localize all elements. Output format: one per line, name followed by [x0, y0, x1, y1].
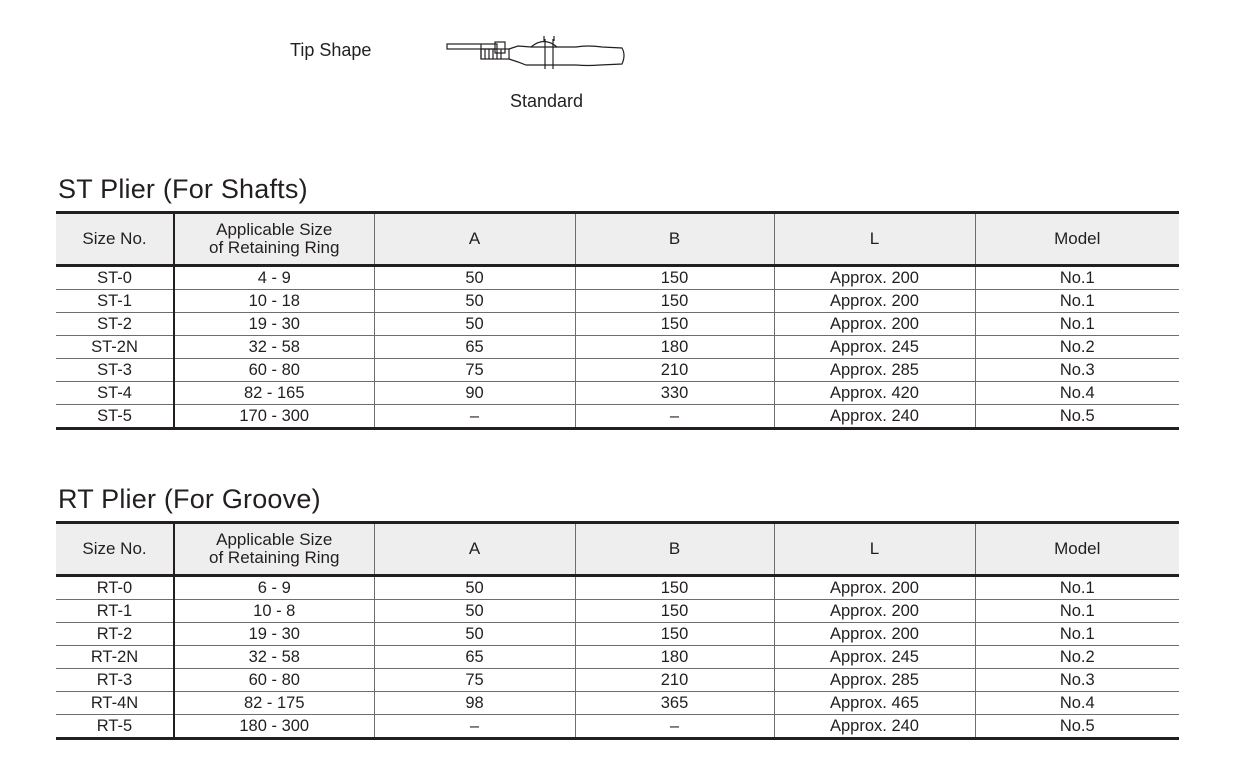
l-cell: Approx. 245 — [774, 646, 975, 669]
b-cell: 180 — [575, 646, 774, 669]
st-plier-title: ST Plier (For Shafts) — [58, 174, 308, 204]
b-cell: – — [575, 405, 774, 429]
l-cell: Approx. 240 — [774, 405, 975, 429]
model-cell: No.1 — [975, 266, 1179, 290]
applicable-size-cell: 6 - 9 — [174, 576, 374, 600]
tip-shape-caption: Standard — [510, 91, 584, 111]
rt-plier-table — [56, 521, 1179, 740]
applicable-size-cell: 82 - 165 — [174, 382, 374, 405]
model-cell: No.5 — [975, 715, 1179, 739]
applicable-size-cell: 180 - 300 — [174, 715, 374, 739]
applicable-size-cell: 170 - 300 — [174, 405, 374, 429]
model-cell: No.4 — [975, 382, 1179, 405]
model-cell: No.1 — [975, 576, 1179, 600]
l-cell: Approx. 285 — [774, 359, 975, 382]
table-row — [56, 313, 1179, 336]
model-cell: No.1 — [975, 623, 1179, 646]
model-cell: No.1 — [975, 600, 1179, 623]
table-row — [56, 336, 1179, 359]
header-model: Model — [975, 213, 1179, 266]
table-row — [56, 359, 1179, 382]
header-applicable-line1: Applicable Size — [216, 220, 333, 239]
header-applicable-line2: of Retaining Ring — [209, 238, 340, 257]
applicable-size-cell: 4 - 9 — [174, 266, 374, 290]
l-cell: Approx. 200 — [774, 266, 975, 290]
header-applicable-line1: Applicable Size — [216, 530, 333, 549]
header-applicable-line2: of Retaining Ring — [209, 548, 340, 567]
model-cell: No.5 — [975, 405, 1179, 429]
header-b: B — [575, 523, 774, 576]
header-model: Model — [975, 523, 1179, 576]
header-a: A — [374, 523, 575, 576]
a-cell: 50 — [374, 576, 575, 600]
a-cell: 50 — [374, 266, 575, 290]
b-cell: 210 — [575, 359, 774, 382]
tip-shape-label: Tip Shape — [290, 40, 372, 60]
a-cell: – — [374, 405, 575, 429]
size-no-cell: ST-1 — [56, 290, 174, 313]
header-a: A — [374, 213, 575, 266]
table-header-row — [56, 213, 1179, 266]
applicable-size-cell: 60 - 80 — [174, 359, 374, 382]
b-cell: 330 — [575, 382, 774, 405]
applicable-size-cell: 32 - 58 — [174, 336, 374, 359]
rt-table-body — [56, 576, 1179, 739]
b-cell: 210 — [575, 669, 774, 692]
size-no-cell: RT-1 — [56, 600, 174, 623]
a-cell: 75 — [374, 669, 575, 692]
applicable-size-cell: 10 - 8 — [174, 600, 374, 623]
applicable-size-cell: 19 - 30 — [174, 313, 374, 336]
table-row — [56, 382, 1179, 405]
a-cell: 65 — [374, 336, 575, 359]
table-row — [56, 692, 1179, 715]
table-row — [56, 715, 1179, 739]
size-no-cell: ST-5 — [56, 405, 174, 429]
size-no-cell: RT-0 — [96, 579, 133, 597]
header-size-no: Size No. — [56, 213, 174, 266]
applicable-size-cell: 19 - 30 — [174, 623, 374, 646]
table-row — [56, 600, 1179, 623]
size-no-cell: RT-2 — [56, 623, 174, 646]
size-no-cell: RT-2N — [56, 646, 174, 669]
a-cell: 65 — [374, 646, 575, 669]
b-cell: 150 — [575, 600, 774, 623]
a-cell: 98 — [374, 692, 575, 715]
b-cell: 150 — [575, 290, 774, 313]
header-applicable-size — [174, 523, 374, 576]
header-l: L — [774, 523, 975, 576]
applicable-size-cell: 82 - 175 — [174, 692, 374, 715]
header-l: L — [774, 213, 975, 266]
header-b: B — [575, 213, 774, 266]
b-cell: – — [575, 715, 774, 739]
a-cell: 75 — [374, 359, 575, 382]
a-cell: 50 — [374, 313, 575, 336]
l-cell: Approx. 200 — [774, 313, 975, 336]
size-no-cell: RT-4N — [56, 692, 174, 715]
table-header-row — [56, 523, 1179, 576]
rt-plier-title: RT Plier (For Groove) — [58, 484, 321, 514]
size-no-cell: ST-2 — [56, 313, 174, 336]
l-cell: Approx. 285 — [774, 669, 975, 692]
b-cell: 180 — [575, 336, 774, 359]
model-cell: No.4 — [975, 692, 1179, 715]
applicable-size-cell: 60 - 80 — [174, 669, 374, 692]
model-cell: No.1 — [975, 313, 1179, 336]
size-no-cell: ST-3 — [56, 359, 174, 382]
plier-tip-icon — [446, 33, 628, 76]
a-cell: 50 — [374, 623, 575, 646]
st-plier-table — [56, 211, 1179, 430]
b-cell: 150 — [575, 623, 774, 646]
applicable-size-cell: 10 - 18 — [174, 290, 374, 313]
size-no-cell: ST-0 — [97, 269, 132, 287]
b-cell: 150 — [575, 576, 774, 600]
model-cell: No.3 — [975, 359, 1179, 382]
a-cell: 50 — [374, 600, 575, 623]
size-no-cell: RT-3 — [56, 669, 174, 692]
b-cell: 150 — [575, 313, 774, 336]
applicable-size-cell: 32 - 58 — [174, 646, 374, 669]
model-cell: No.2 — [975, 646, 1179, 669]
table-row — [56, 576, 1179, 600]
size-no-cell: ST-2N — [56, 336, 174, 359]
b-cell: 365 — [575, 692, 774, 715]
l-cell: Approx. 200 — [774, 290, 975, 313]
table-row — [56, 266, 1179, 290]
l-cell: Approx. 200 — [774, 623, 975, 646]
a-cell: 90 — [374, 382, 575, 405]
table-row — [56, 646, 1179, 669]
table-row — [56, 405, 1179, 429]
a-cell: 50 — [374, 290, 575, 313]
model-cell: No.1 — [975, 290, 1179, 313]
table-row — [56, 290, 1179, 313]
b-cell: 150 — [575, 266, 774, 290]
l-cell: Approx. 420 — [774, 382, 975, 405]
l-cell: Approx. 465 — [774, 692, 975, 715]
table-row — [56, 669, 1179, 692]
model-cell: No.2 — [975, 336, 1179, 359]
a-cell: – — [374, 715, 575, 739]
l-cell: Approx. 240 — [774, 715, 975, 739]
table-row — [56, 623, 1179, 646]
header-applicable-size — [174, 213, 374, 266]
l-cell: Approx. 200 — [774, 600, 975, 623]
size-no-cell: ST-4 — [56, 382, 174, 405]
l-cell: Approx. 200 — [774, 576, 975, 600]
l-cell: Approx. 245 — [774, 336, 975, 359]
size-no-cell: RT-5 — [56, 715, 174, 739]
model-cell: No.3 — [975, 669, 1179, 692]
st-table-body — [56, 266, 1179, 429]
header-size-no: Size No. — [56, 523, 174, 576]
